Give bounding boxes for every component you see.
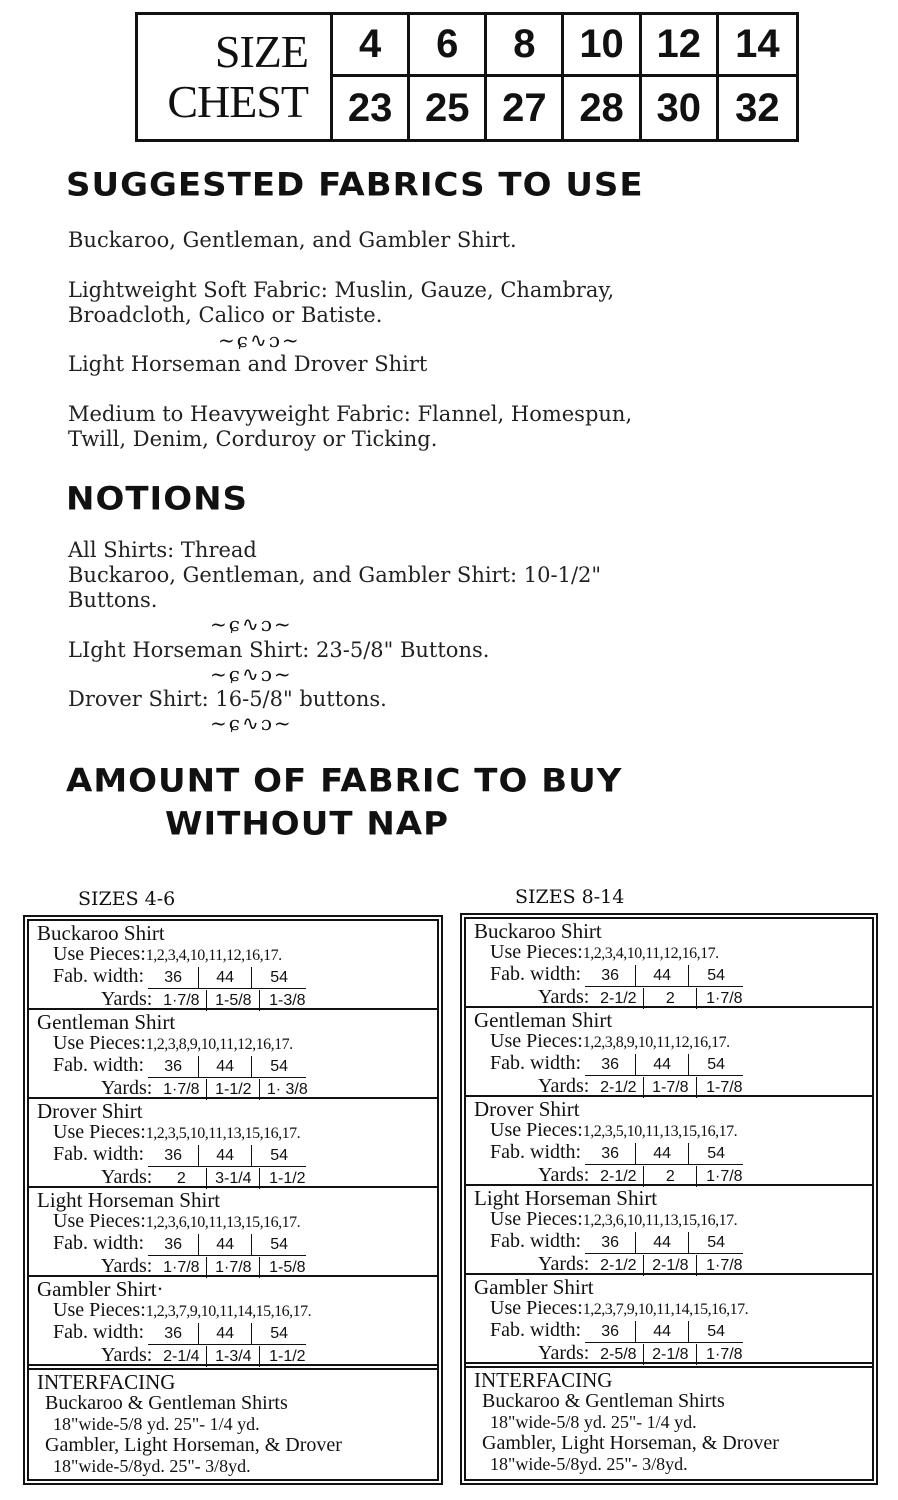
fab-width-values [148, 967, 306, 989]
yards-value: 1-7/8 [643, 1077, 696, 1098]
fab-width-values [148, 1056, 306, 1078]
fab-width-value: 54 [251, 1234, 306, 1255]
fab-width-value: 36 [601, 1234, 620, 1251]
shirt-name: Gambler Shirt· [37, 1277, 164, 1301]
yards-value: 2-1/8 [643, 1344, 696, 1365]
shirt-block [29, 1188, 437, 1277]
fab-width-value: 44 [635, 965, 688, 986]
size-chest-labels [138, 15, 333, 139]
use-pieces-label: Use Pieces: [53, 1210, 146, 1232]
interfacing-spec: 18"wide-5/8yd. 25"- 3/8yd. [490, 1454, 688, 1474]
yards-value: 2-1/2 [600, 1257, 637, 1274]
fab-width-value: 36 [164, 1236, 183, 1253]
yards-values [593, 1166, 751, 1187]
shirt-block [29, 1099, 437, 1188]
yards-value: 2-1/8 [643, 1255, 696, 1276]
yards-row [474, 1254, 872, 1276]
yards-row [474, 987, 872, 1009]
chest-value: 30 [642, 77, 719, 139]
use-pieces-value: 1,2,3,7,9,10,11,14,15,16,17. [582, 1301, 749, 1318]
yards-value: 1·7/8 [206, 1257, 259, 1278]
fabric-table-sizes-8-14 [460, 913, 878, 1485]
use-pieces-row [474, 1209, 872, 1231]
fab-width-values [585, 1054, 743, 1076]
fab-width-value: 36 [164, 1058, 183, 1075]
yards-label: Yards: [538, 1253, 590, 1275]
use-pieces-label: Use Pieces: [490, 1208, 583, 1230]
use-pieces-label: Use Pieces: [490, 941, 583, 963]
fab-width-value: 36 [164, 969, 183, 986]
use-pieces-row [37, 1033, 437, 1055]
yards-value: 1-1/2 [206, 1079, 259, 1100]
fab-width-value: 54 [688, 1232, 743, 1253]
yards-row [37, 1167, 437, 1189]
yards-value: 2 [643, 1166, 696, 1187]
scroll-ornament-icon: ~ɕ∿ɔ~ [210, 662, 293, 686]
fab-width-row [37, 1055, 437, 1078]
yards-label: Yards: [101, 1166, 153, 1188]
fab-width-value: 44 [635, 1232, 688, 1253]
fabric-table-inner [27, 919, 439, 1481]
size-value: 10 [564, 15, 641, 77]
interfacing-line: Buckaroo & Gentleman Shirts [45, 1392, 288, 1414]
fab-width-value: 44 [198, 1234, 251, 1255]
yards-value: 2-1/2 [600, 990, 637, 1007]
amount-heading-2: WITHOUT NAP [165, 805, 450, 843]
interfacing-title: INTERFACING [37, 1370, 176, 1394]
yards-label: Yards: [538, 1342, 590, 1364]
fabrics-heading: SUGGESTED FABRICS TO USE [66, 166, 644, 204]
fab-width-values [585, 1321, 743, 1343]
chest-value: 25 [410, 77, 487, 139]
notions-l2: Buckaroo, Gentleman, and Gambler Shirt: 10-1/2" [68, 563, 602, 587]
chest-value: 23 [333, 77, 410, 139]
use-pieces-row [37, 1211, 437, 1233]
size-value: 6 [410, 15, 487, 77]
fab-width-row [474, 964, 872, 987]
fab-width-row [474, 1053, 872, 1076]
fab-width-value: 54 [688, 1143, 743, 1164]
fab-width-row [474, 1142, 872, 1165]
yards-value: 1-3/4 [206, 1346, 259, 1367]
shirt-name: Gentleman Shirt [37, 1010, 176, 1034]
shirt-name: Drover Shirt [474, 1097, 580, 1121]
shirt-block [466, 1097, 872, 1186]
fab-width-value: 54 [251, 1145, 306, 1166]
yards-label: Yards: [101, 1344, 153, 1366]
fab-width-label: Fab. width: [53, 1143, 145, 1165]
yards-value: 1·7/8 [696, 988, 751, 1009]
yards-row [37, 989, 437, 1011]
fabrics-p2a: Lightweight Soft Fabric: Muslin, Gauze, Chambray, [68, 278, 615, 302]
fabric-table-inner [464, 917, 874, 1481]
use-pieces-label: Use Pieces: [490, 1119, 583, 1141]
size-chart [135, 12, 799, 142]
shirt-block [29, 1010, 437, 1099]
yards-value: 1-7/8 [696, 1077, 751, 1098]
use-pieces-value: 1,2,3,4,10,11,12,16,17. [582, 945, 719, 962]
fab-width-row [37, 1322, 437, 1345]
yards-values [156, 1346, 314, 1367]
fab-width-label: Fab. width: [490, 963, 582, 985]
notions-l1: All Shirts: Thread [68, 538, 257, 562]
shirt-name: Light Horseman Shirt [37, 1188, 221, 1212]
yards-value: 2 [643, 988, 696, 1009]
yards-values [156, 1079, 314, 1100]
fabric-table-sizes-4-6 [23, 915, 443, 1485]
fab-width-label: Fab. width: [53, 965, 145, 987]
yards-row [474, 1076, 872, 1098]
yards-value: 3-1/4 [206, 1168, 259, 1189]
fabrics-p2b: Broadcloth, Calico or Batiste. [68, 303, 383, 327]
notions-heading: NOTIONS [66, 480, 249, 518]
yards-value: 2-1/2 [600, 1168, 637, 1185]
yards-value: 2-1/2 [600, 1079, 637, 1096]
yards-value: 2-1/4 [163, 1348, 200, 1365]
chest-label: CHEST [167, 76, 308, 127]
fab-width-values [148, 1234, 306, 1256]
yards-values [593, 1344, 751, 1365]
interfacing-spec: 18"wide-5/8 yd. 25"- 1/4 yd. [490, 1412, 697, 1432]
shirt-block [29, 1277, 437, 1366]
yards-values [593, 1077, 751, 1098]
chest-value: 32 [735, 85, 780, 130]
yards-value: 2-5/8 [600, 1346, 637, 1363]
yards-value: 2 [176, 1170, 186, 1187]
use-pieces-label: Use Pieces: [53, 1032, 146, 1054]
yards-value: 1·7/8 [696, 1344, 751, 1365]
shirt-name: Gambler Shirt [474, 1275, 594, 1299]
yards-label: Yards: [538, 1075, 590, 1097]
use-pieces-value: 1,2,3,6,10,11,13,15,16,17. [582, 1212, 738, 1229]
use-pieces-row [474, 1120, 872, 1142]
scroll-ornament-icon: ~ɕ∿ɔ~ [210, 711, 293, 735]
shirt-name: Buckaroo Shirt [474, 919, 602, 943]
fab-width-label: Fab. width: [53, 1321, 145, 1343]
interfacing-line: Gambler, Light Horseman, & Drover [45, 1434, 342, 1456]
yards-value: 1-5/8 [259, 1257, 314, 1278]
yards-row [37, 1345, 437, 1367]
fab-width-values [585, 1232, 743, 1254]
use-pieces-row [474, 942, 872, 964]
fab-width-row [37, 1233, 437, 1256]
fab-width-value: 54 [688, 1321, 743, 1342]
fab-width-value: 36 [601, 1323, 620, 1340]
use-pieces-value: 1,2,3,7,9,10,11,14,15,16,17. [145, 1303, 312, 1320]
fabrics-p4b: Twill, Denim, Corduroy or Ticking. [68, 427, 438, 451]
yards-values [156, 1257, 314, 1278]
shirt-block [466, 1186, 872, 1275]
interfacing-title: INTERFACING [474, 1368, 613, 1392]
fab-width-value: 44 [635, 1321, 688, 1342]
table-label-8-14: SIZES 8-14 [515, 886, 625, 908]
use-pieces-row [474, 1298, 872, 1320]
fab-width-label: Fab. width: [490, 1319, 582, 1341]
use-pieces-value: 1,2,3,6,10,11,13,15,16,17. [145, 1214, 301, 1231]
yards-value: 1· 3/8 [259, 1079, 314, 1100]
fab-width-value: 44 [198, 967, 251, 988]
yards-row [37, 1078, 437, 1100]
yards-values [593, 1255, 751, 1276]
interfacing-block [466, 1366, 872, 1475]
fab-width-value: 36 [601, 1145, 620, 1162]
fab-width-label: Fab. width: [53, 1232, 145, 1254]
shirt-name: Buckaroo Shirt [37, 921, 165, 945]
fab-width-value: 36 [164, 1325, 183, 1342]
yards-label: Yards: [101, 1255, 153, 1277]
yards-value: 1·7/8 [696, 1166, 751, 1187]
shirt-name: Drover Shirt [37, 1099, 143, 1123]
yards-label: Yards: [538, 986, 590, 1008]
fab-width-value: 36 [601, 967, 620, 984]
interfacing-spec: 18"wide-5/8yd. 25"- 3/8yd. [53, 1456, 251, 1476]
use-pieces-row [474, 1031, 872, 1053]
fab-width-row [37, 966, 437, 989]
yards-value: 1-3/8 [259, 990, 314, 1011]
yards-values [593, 988, 751, 1009]
yards-row [37, 1256, 437, 1278]
yards-label: Yards: [101, 988, 153, 1010]
size-value: 8 [487, 15, 564, 77]
fabrics-p3: Light Horseman and Drover Shirt [68, 352, 428, 376]
shirt-block [466, 1008, 872, 1097]
use-pieces-label: Use Pieces: [53, 943, 146, 965]
yards-values [156, 1168, 314, 1189]
fab-width-label: Fab. width: [53, 1054, 145, 1076]
fab-width-value: 44 [198, 1056, 251, 1077]
size-value: 12 [642, 15, 719, 77]
interfacing-line: Gambler, Light Horseman, & Drover [482, 1432, 779, 1454]
use-pieces-value: 1,2,3,8,9,10,11,12,16,17. [145, 1036, 293, 1053]
yards-value: 1-1/2 [259, 1168, 314, 1189]
chest-value: 27 [487, 77, 564, 139]
use-pieces-label: Use Pieces: [53, 1121, 146, 1143]
yards-value: 1·7/8 [696, 1255, 751, 1276]
notions-l3: Buttons. [68, 588, 158, 612]
fab-width-values [585, 1143, 743, 1165]
use-pieces-value: 1,2,3,5,10,11,13,15,16,17. [145, 1125, 301, 1142]
yards-value: 1·7/8 [163, 992, 200, 1009]
shirt-block [466, 1275, 872, 1364]
size-value: 14 [719, 15, 796, 77]
use-pieces-row [37, 1122, 437, 1144]
fab-width-row [37, 1144, 437, 1167]
scroll-ornament-icon: ~ɕ∿ɔ~ [210, 612, 293, 636]
fab-width-value: 36 [164, 1147, 183, 1164]
fab-width-value: 54 [688, 1054, 743, 1075]
yards-value: 1·7/8 [163, 1081, 200, 1098]
fab-width-values [148, 1323, 306, 1345]
yards-label: Yards: [538, 1164, 590, 1186]
scroll-ornament-icon: ~ɕ∿ɔ~ [218, 328, 301, 352]
fab-width-value: 54 [251, 967, 306, 988]
yards-row [474, 1165, 872, 1187]
amount-heading-1: AMOUNT OF FABRIC TO BUY [66, 762, 623, 800]
fab-width-value: 54 [251, 1323, 306, 1344]
interfacing-spec: 18"wide-5/8 yd. 25"- 1/4 yd. [53, 1414, 260, 1434]
yards-value: 1·7/8 [163, 1259, 200, 1276]
fab-width-label: Fab. width: [490, 1230, 582, 1252]
fab-width-value: 44 [635, 1143, 688, 1164]
shirt-name: Gentleman Shirt [474, 1008, 613, 1032]
interfacing-block [29, 1368, 437, 1477]
use-pieces-value: 1,2,3,5,10,11,13,15,16,17. [582, 1123, 738, 1140]
shirt-name: Light Horseman Shirt [474, 1186, 658, 1210]
shirt-block [29, 921, 437, 1010]
fab-width-value: 44 [198, 1323, 251, 1344]
fabrics-p4a: Medium to Heavyweight Fabric: Flannel, Homespun, [68, 402, 633, 426]
fab-width-values [585, 965, 743, 987]
fabrics-p1: Buckaroo, Gentleman, and Gambler Shirt. [68, 228, 517, 252]
interfacing-line: Buckaroo & Gentleman Shirts [482, 1390, 725, 1412]
yards-row [474, 1343, 872, 1365]
size-label: SIZE [214, 26, 308, 77]
use-pieces-label: Use Pieces: [490, 1030, 583, 1052]
fab-width-label: Fab. width: [490, 1141, 582, 1163]
yards-label: Yards: [101, 1077, 153, 1099]
fab-width-value: 54 [251, 1056, 306, 1077]
use-pieces-label: Use Pieces: [490, 1297, 583, 1319]
fab-width-value: 36 [601, 1056, 620, 1073]
use-pieces-value: 1,2,3,8,9,10,11,12,16,17. [582, 1034, 730, 1051]
use-pieces-row [37, 944, 437, 966]
fab-width-value: 54 [688, 965, 743, 986]
notions-l4: LIght Horseman Shirt: 23-5/8" Buttons. [68, 638, 490, 662]
shirt-block [466, 919, 872, 1008]
fab-width-label: Fab. width: [490, 1052, 582, 1074]
fab-width-row [474, 1231, 872, 1254]
yards-values [156, 990, 314, 1011]
fab-width-values [148, 1145, 306, 1167]
fab-width-value: 44 [198, 1145, 251, 1166]
fab-width-value: 44 [635, 1054, 688, 1075]
yards-value: 1-1/2 [259, 1346, 314, 1367]
size-value: 4 [333, 15, 410, 77]
use-pieces-label: Use Pieces: [53, 1299, 146, 1321]
fab-width-row [474, 1320, 872, 1343]
use-pieces-value: 1,2,3,4,10,11,12,16,17. [145, 947, 282, 964]
use-pieces-row [37, 1300, 437, 1322]
notions-l5: Drover Shirt: 16-5/8" buttons. [68, 687, 387, 711]
table-label-4-6: SIZES 4-6 [78, 888, 176, 910]
yards-value: 1-5/8 [206, 990, 259, 1011]
chest-value: 28 [564, 77, 641, 139]
